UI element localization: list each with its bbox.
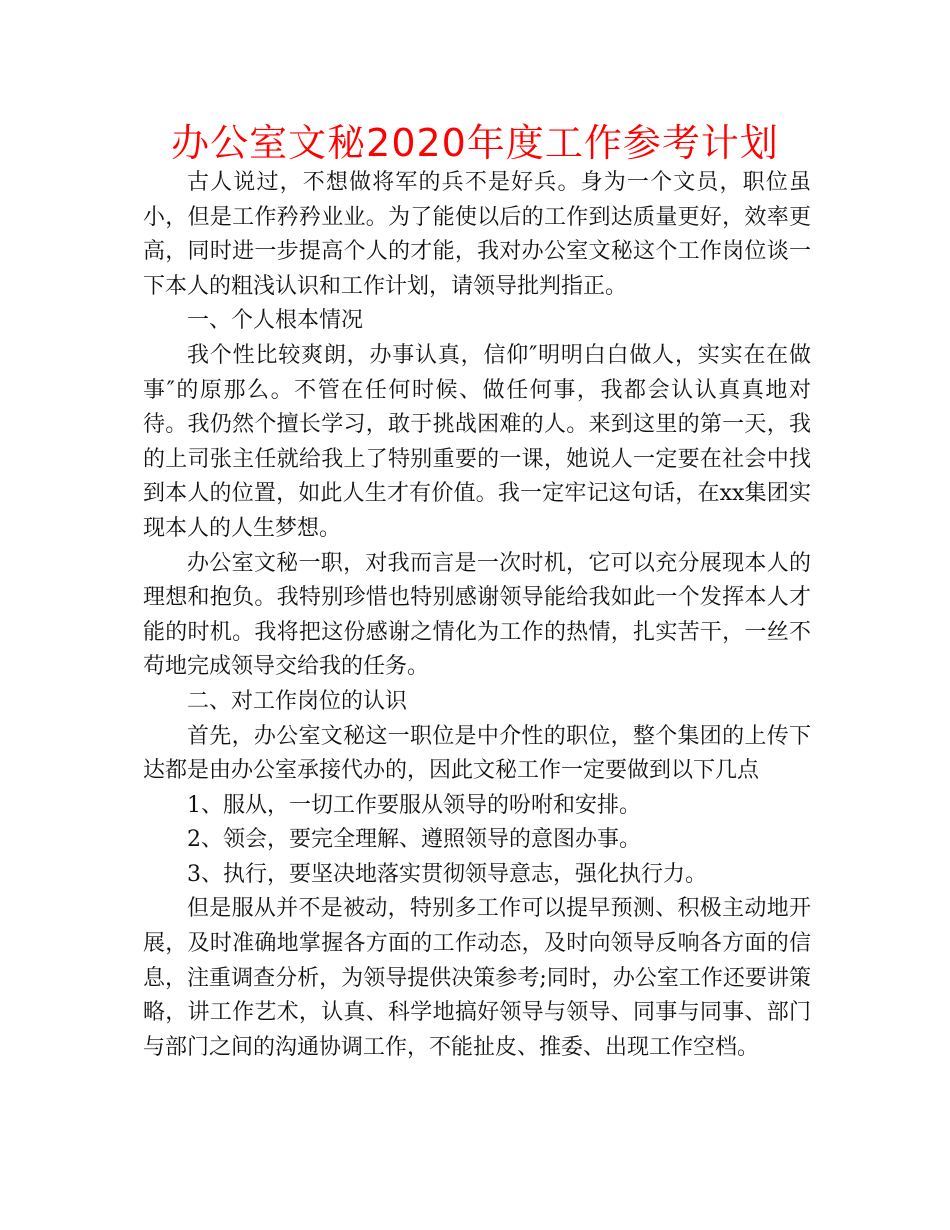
document-title: 办公室文秘2020年度工作参考计划: [171, 121, 779, 165]
list-item-understand: 2、领会，要完全理解、遵照领导的意图办事。: [187, 827, 641, 853]
paragraph-intro: 古人说过，不想做将军的兵不是好兵。身为一个文员，职位虽小，但是工作矜矜业业。为了能使以后的工作到达质量更好，效率更高，同时进一步提高个人的才能，我对办公室文秘这个工作岗位谈一下本人的粗浅认识和工作计划，请领导批判指正。: [143, 170, 811, 299]
paragraph-opportunity: 办公室文秘一职，对我而言是一次时机，它可以充分展现本人的理想和抱负。我特别珍惜也特别感谢领导能给我如此一个发挥本人才能的时机。我将把这份感谢之情化为工作的热情，扎实苦干，一丝不苟地完成领导交给我的任务。: [143, 550, 811, 680]
paragraph-proactive: 但是服从并不是被动，特别多工作可以提早预测、积极主动地开展，及时准确地掌握各方面的工作动态，及时向领导反响各方面的信息，注重调查分析，为领导提供决策参考;同时，办公室工作还要讲策略，讲工作艺术，认真、科学地搞好领导与领导、同事与同事、部门与部门之间的沟通协调工作，不能扯皮、推委、出现工作空档。: [143, 896, 811, 1060]
section-heading-2: 二、对工作岗位的认识: [187, 688, 408, 714]
section-heading-1: 一、个人根本情况: [187, 308, 364, 334]
paragraph-role: 首先，办公室文秘这一职位是中介性的职位，整个集团的上传下达都是由办公室承接代办的，因此文秘工作一定要做到以下几点: [143, 723, 811, 784]
list-item-execute: 3、执行，要坚决地落实贯彻领导意志，强化执行力。: [187, 861, 707, 887]
list-item-obey: 1、服从，一切工作要服从领导的吩咐和安排。: [187, 792, 641, 818]
paragraph-personality: 我个性比较爽朗，办事认真，信仰″明明白白做人，实实在在做事″的原那么。不管在任何时候、做任何事，我都会认认真真地对待。我仍然个擅长学习，敢于挑战困难的人。来到这里的第一天，我的上司张主任就给我上了特别重要的一课，她说人一定要在社会中找到本人的位置，如此人生才有价值。我一定牢记这句话，在xx集团实现本人的人生梦想。: [143, 342, 811, 541]
document-body: [143, 166, 811, 1065]
